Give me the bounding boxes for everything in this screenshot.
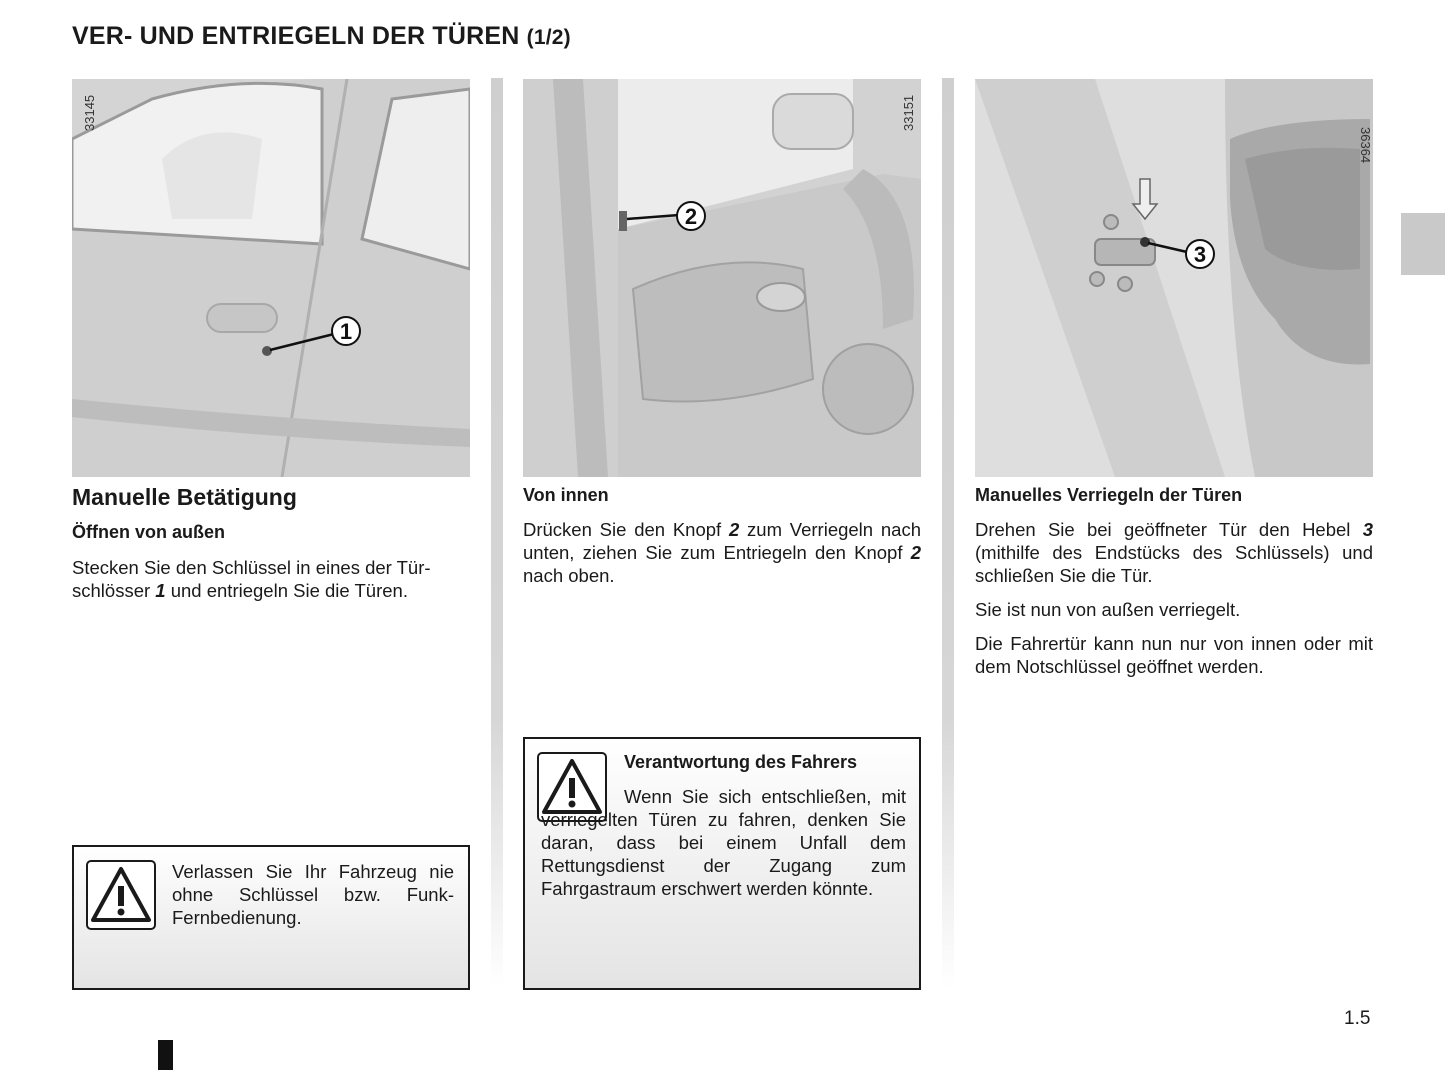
page-title-suffix: (1/2) (526, 26, 571, 49)
paragraph-locked-outside: Sie ist nun von außen verriegelt. (975, 599, 1241, 620)
section-thumb-tab (1401, 213, 1445, 275)
warning-text: Verlassen Sie Ihr Fahrzeug nie ohne Schlüssel bzw. Funk-Fernbedienung. (172, 861, 454, 928)
figure-code: 36364 (1358, 127, 1373, 164)
warning-title: Verantwortung des Fahrers (624, 752, 858, 772)
column-divider (491, 78, 503, 988)
paragraph-open-outside (72, 556, 470, 602)
figure-code: 33145 (82, 94, 97, 131)
paragraph-text: Drücken Sie den Knopf (523, 519, 729, 540)
callout-1: 1 (339, 319, 353, 344)
subheading-inside: Von innen (523, 485, 609, 505)
subheading-manual-lock: Manuelles Verriegeln der Türen (975, 485, 1243, 505)
page-title-main: VER- UND ENTRIEGELN DER TÜREN (72, 22, 520, 50)
paragraph-driver-door: Die Fahrertür kann nun nur von innen oder mit dem Notschlüssel geöffnet werden. (975, 633, 1373, 677)
figure-code: 33151 (901, 94, 916, 131)
warning-triangle-icon (86, 860, 156, 930)
figure-door-lock (975, 79, 1373, 477)
page-number: 1.5 (1344, 1008, 1371, 1029)
paragraph-text: schlösser (72, 580, 156, 601)
warning-text: Wenn Sie sich entschließen, mit verriegelten Türen zu fahren, denken Sie daran, dass bei einem Unfall dem Rettungsdienst der Zugang zum Fahrgastraum erschwert werden könnte. (541, 786, 906, 899)
subheading-open-outside: Öffnen von außen (72, 522, 225, 542)
paragraph-manual-lock (975, 518, 1373, 587)
paragraph-text: (mithilfe des Endstücks des Schlüssels) und schließen Sie die Tür. (975, 542, 1373, 586)
warning-box-key (72, 845, 470, 990)
column-divider (942, 78, 954, 988)
paragraph-inside (523, 518, 921, 587)
reference-number: 2 (728, 519, 740, 540)
paragraph-text: zum Verriegeln nach unten, ziehen Sie zum Entriegeln den Knopf (523, 519, 921, 563)
callout-2: 2 (684, 204, 698, 229)
reference-number: 3 (1362, 519, 1373, 540)
callout-3: 3 (1193, 242, 1207, 267)
page-title (72, 22, 571, 51)
figure-door-interior (523, 79, 921, 477)
paragraph-text: und entriegeln Sie die Türen. (165, 580, 408, 601)
paragraph-text: nach oben. (523, 565, 615, 586)
section-heading: Manuelle Betätigung (72, 484, 297, 510)
reference-number: 1 (155, 580, 166, 601)
reference-number: 2 (910, 542, 921, 563)
paragraph-text: Drehen Sie bei geöffneter Tür den Hebel (975, 519, 1363, 540)
page-edge-marker (158, 1040, 173, 1070)
warning-box-driver (523, 737, 921, 990)
figure-car-exterior (72, 79, 470, 477)
paragraph-text: Stecken Sie den Schlüssel in eines der Tür- (72, 557, 431, 578)
